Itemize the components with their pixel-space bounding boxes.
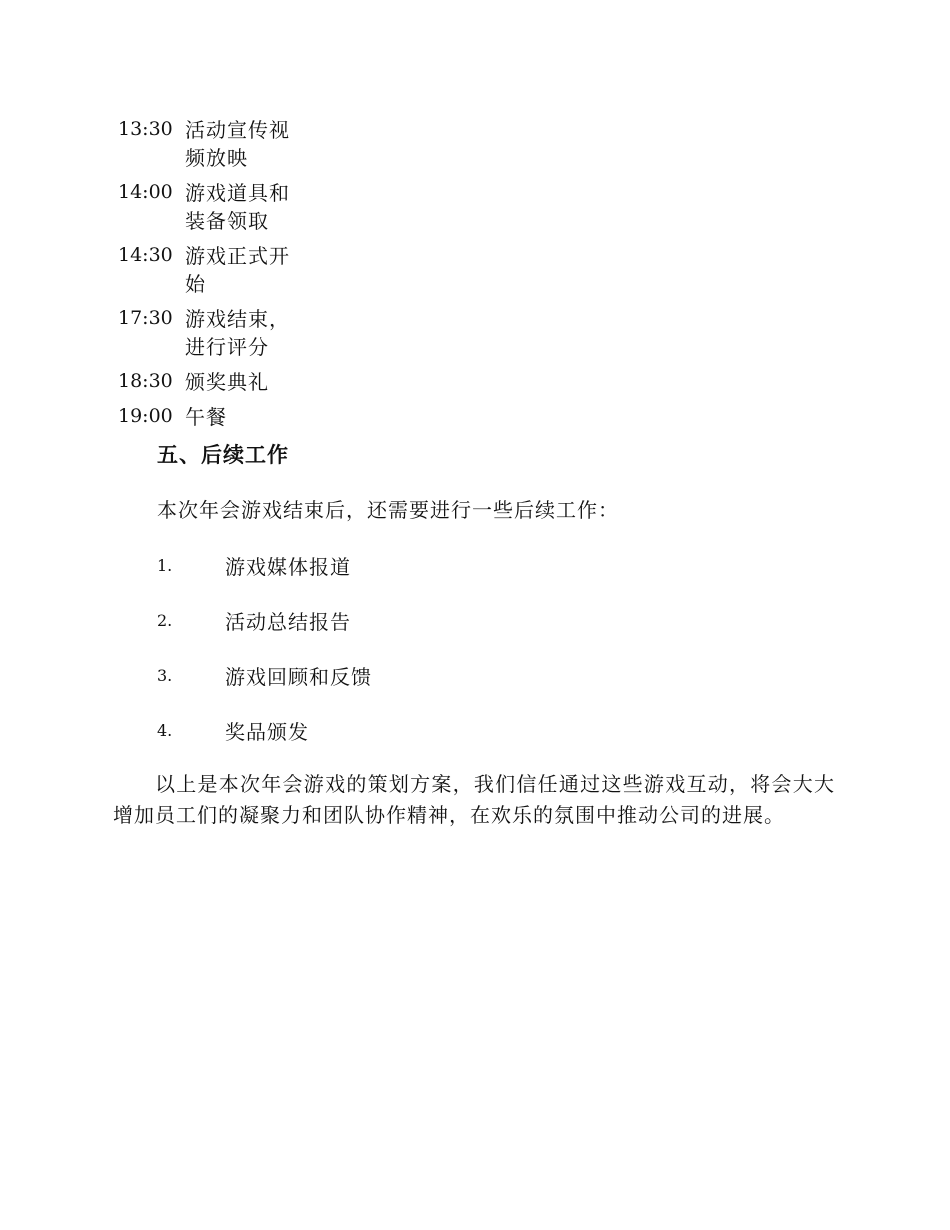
list-text: 游戏媒体报道 <box>225 554 351 579</box>
schedule-table <box>118 116 318 438</box>
list-number: 3. <box>157 665 173 685</box>
list-text: 活动总结报告 <box>225 609 351 634</box>
schedule-row <box>118 368 318 396</box>
schedule-event: 游戏正式开始 <box>185 244 290 296</box>
schedule-row <box>118 242 318 298</box>
list-text: 奖品颁发 <box>225 719 309 744</box>
schedule-time: 17:30 <box>118 307 173 329</box>
followup-list <box>157 550 757 770</box>
list-number: 2. <box>157 610 173 630</box>
list-item <box>157 715 757 745</box>
list-text: 游戏回顾和反馈 <box>225 664 372 689</box>
schedule-event: 午餐 <box>185 405 227 429</box>
schedule-time: 18:30 <box>118 370 173 392</box>
schedule-row <box>118 116 318 172</box>
schedule-event: 游戏道具和装备领取 <box>185 181 290 233</box>
schedule-row <box>118 403 318 431</box>
schedule-time: 14:00 <box>118 181 173 203</box>
schedule-event: 颁奖典礼 <box>185 370 269 394</box>
list-number: 4. <box>157 720 173 740</box>
schedule-event: 游戏结束，进行评分 <box>185 307 290 359</box>
section-heading: 五、后续工作 <box>157 442 289 467</box>
list-item <box>157 550 757 580</box>
schedule-row <box>118 179 318 235</box>
list-item <box>157 605 757 635</box>
schedule-row <box>118 305 318 361</box>
conclusion-paragraph: 以上是本次年会游戏的策划方案，我们信任通过这些游戏互动，将会大大增加员工们的凝聚力和团队协作精神，在欢乐的氛围中推动公司的进展。 <box>113 772 835 827</box>
list-number: 1. <box>157 555 173 575</box>
schedule-time: 19:00 <box>118 405 173 427</box>
section-intro: 本次年会游戏结束后，还需要进行一些后续工作： <box>157 498 619 522</box>
schedule-event: 活动宣传视频放映 <box>185 118 290 170</box>
list-item <box>157 660 757 690</box>
schedule-time: 14:30 <box>118 244 173 266</box>
schedule-time: 13:30 <box>118 118 173 140</box>
